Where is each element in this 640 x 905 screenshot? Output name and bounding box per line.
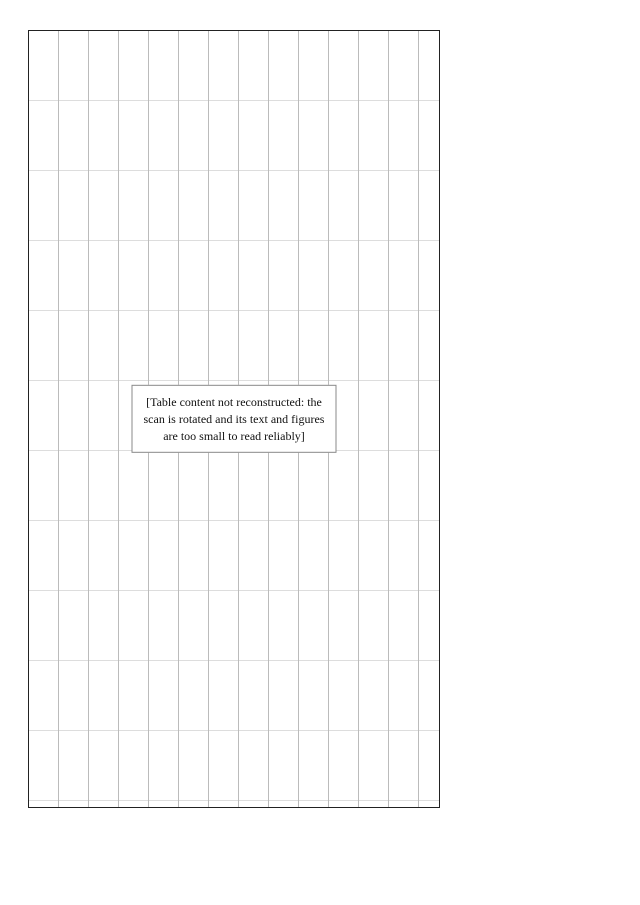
table-placeholder-note: [Table content not reconstructed: the scan is rotated and its text and figures are too small to read reliably]: [132, 385, 337, 453]
data-table: [28, 30, 440, 808]
